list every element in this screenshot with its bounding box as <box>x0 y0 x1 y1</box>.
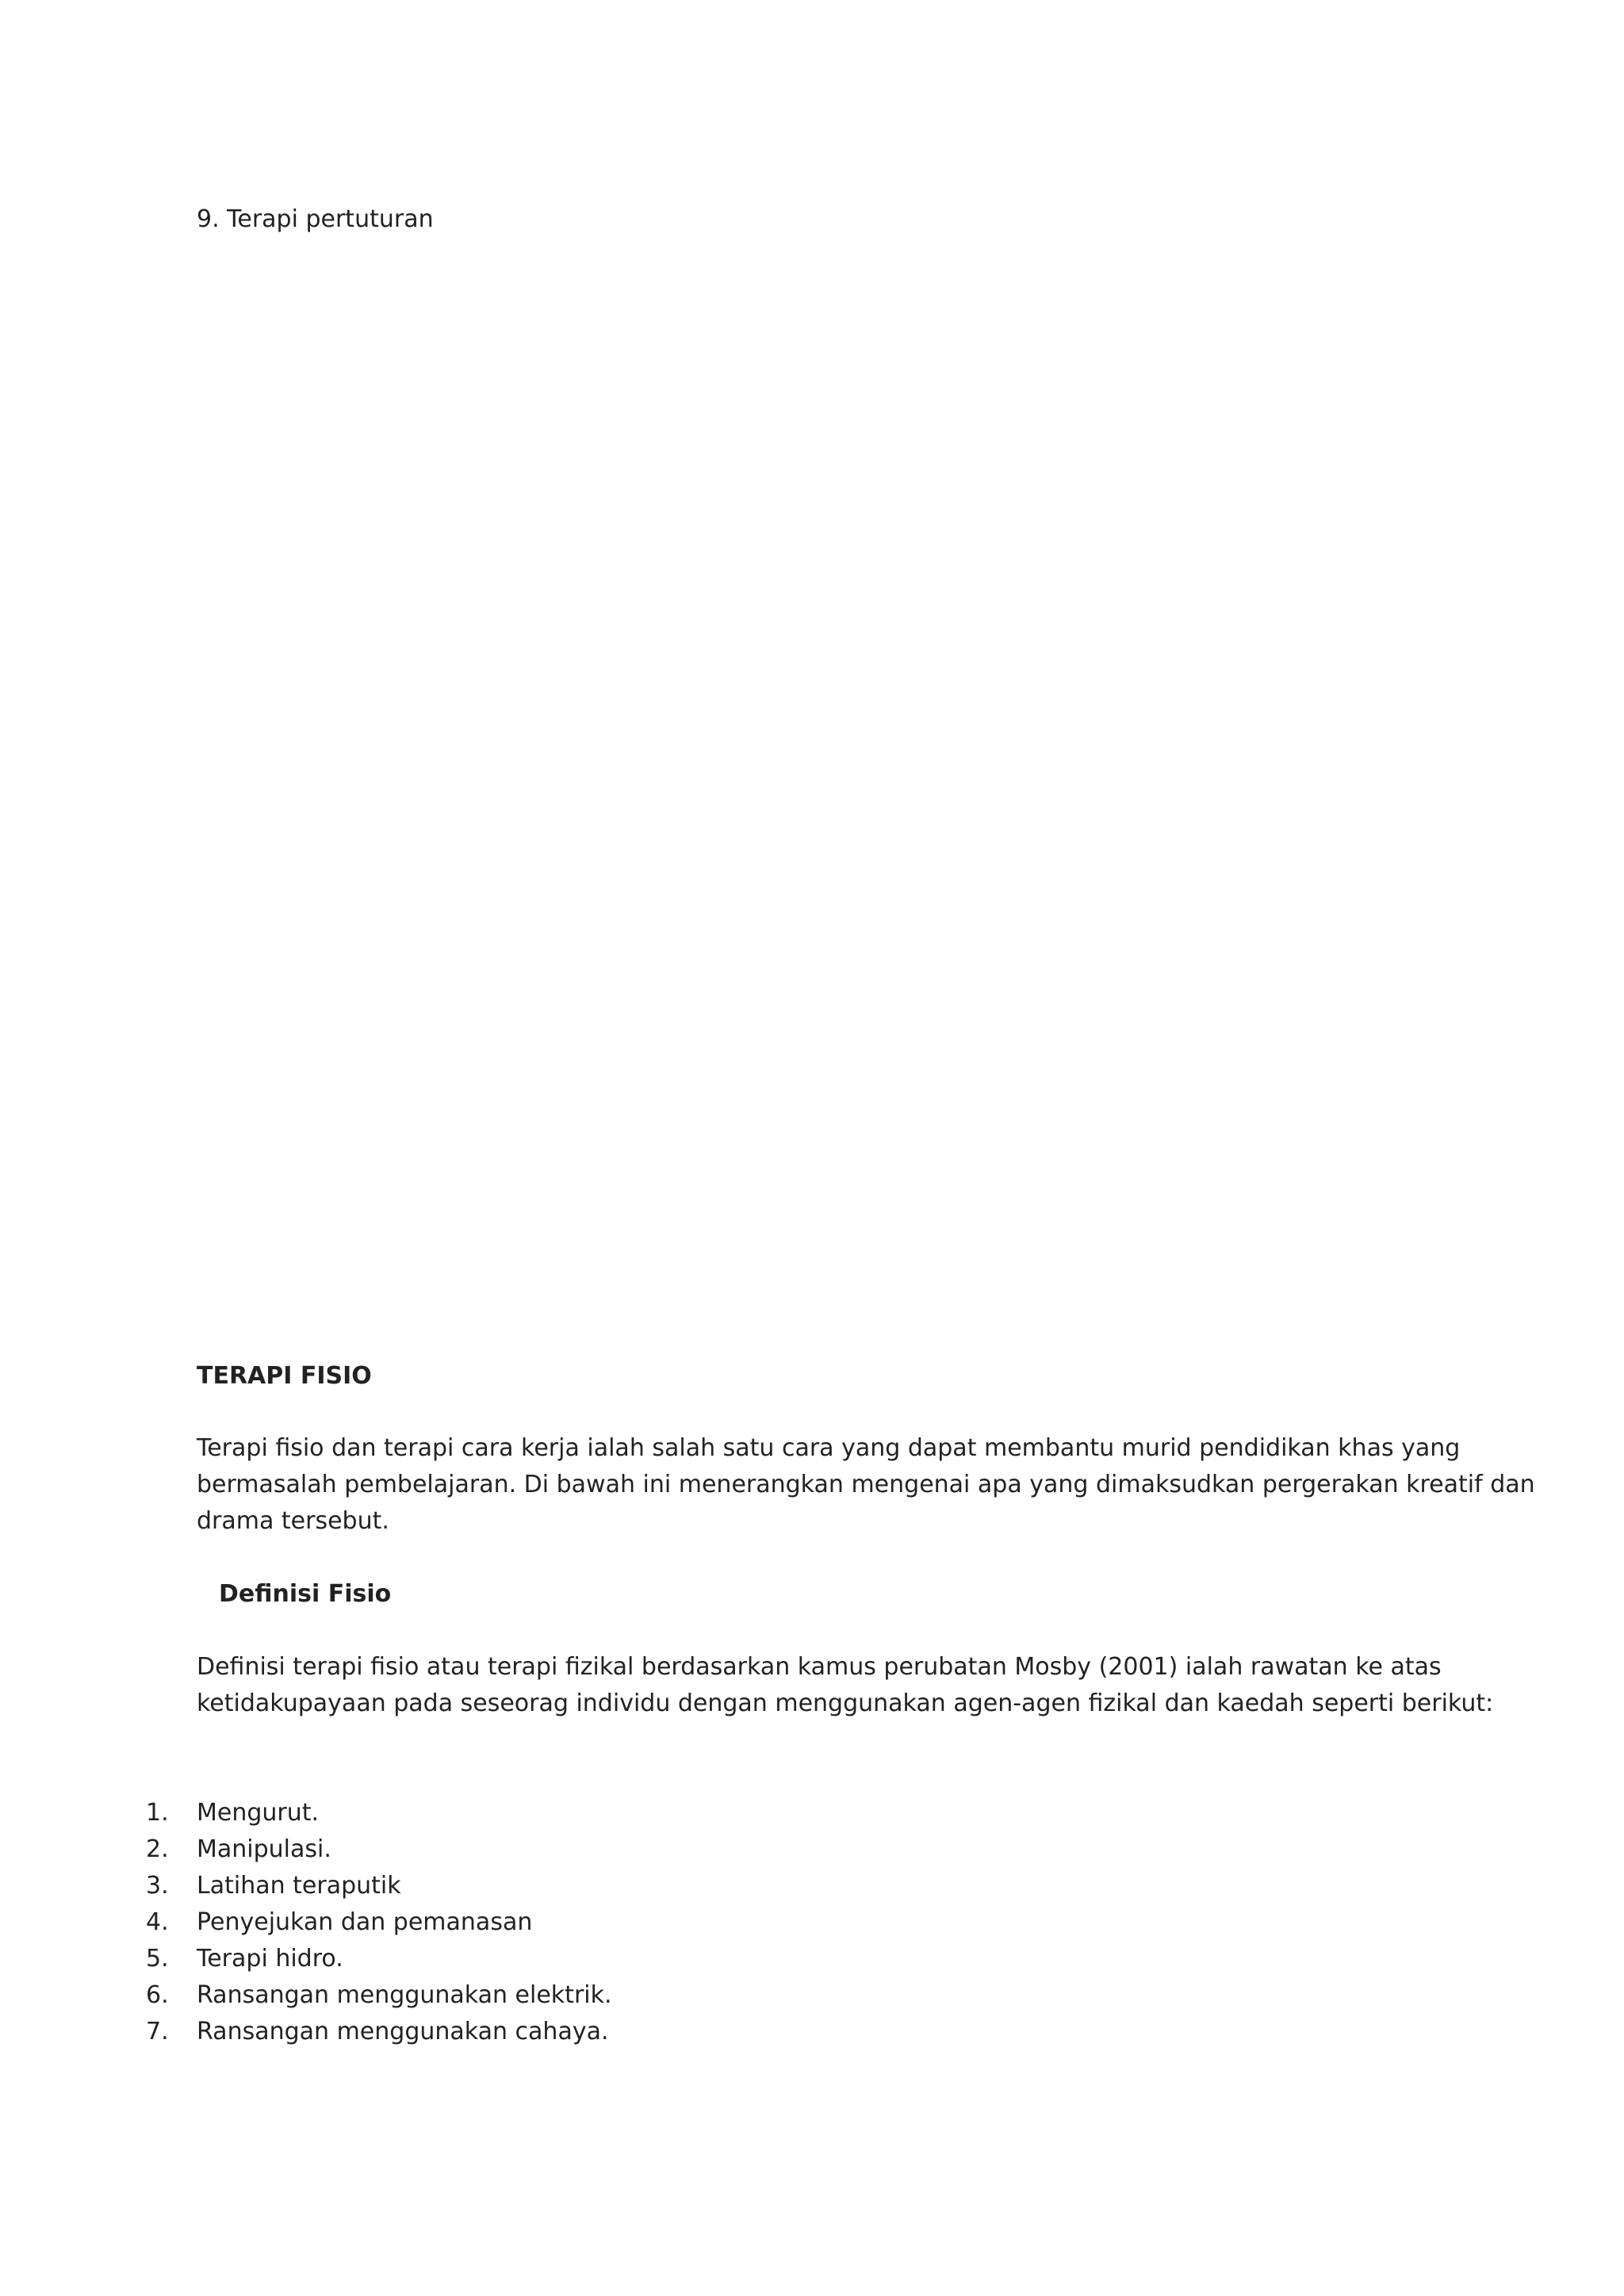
intro-line: Terapi fisio dan terapi cara kerja ialah salah satu cara yang dapat membantu murid pendidikan khas yang <box>197 1434 1461 1462</box>
definition-line: Definisi terapi fisio atau terapi fizikal berdasarkan kamus perubatan Mosby (2001) ialah rawatan ke atas <box>197 1653 1442 1681</box>
section-heading: TERAPI FISIO <box>197 1362 372 1390</box>
list-item-text: Ransangan menggunakan elektrik. <box>197 1981 612 2009</box>
list-item-number: 6. <box>146 1981 169 2009</box>
list-item-number: 5. <box>146 1945 169 1973</box>
list-item-number: 1. <box>146 1799 169 1827</box>
list-item-number: 2. <box>146 1835 169 1863</box>
list-item-text: Ransangan menggunakan cahaya. <box>197 2018 609 2045</box>
top-list-item: 9. Terapi pertuturan <box>197 205 434 233</box>
intro-paragraph <box>197 1430 1535 1540</box>
list-item-text: Manipulasi. <box>197 1835 331 1863</box>
definition-line: ketidakupayaan pada seseorag individu dengan menggunakan agen-agen fizikal dan kaedah seperti berikut: <box>197 1689 1494 1717</box>
intro-line: drama tersebut. <box>197 1507 389 1535</box>
list-item-number: 7. <box>146 2018 169 2045</box>
list-item-number: 3. <box>146 1872 169 1900</box>
list-item-text: Mengurut. <box>197 1799 320 1827</box>
definition-paragraph <box>197 1649 1494 1722</box>
list-item-text: Penyejukan dan pemanasan <box>197 1908 533 1936</box>
list-item-text: Terapi hidro. <box>197 1945 343 1973</box>
list-item-text: Latihan teraputik <box>197 1872 401 1900</box>
list-item-number: 4. <box>146 1908 169 1936</box>
subheading: Definisi Fisio <box>219 1580 392 1608</box>
intro-line: bermasalah pembelajaran. Di bawah ini menerangkan mengenai apa yang dimaksudkan pergerakan kreatif dan <box>197 1471 1535 1498</box>
